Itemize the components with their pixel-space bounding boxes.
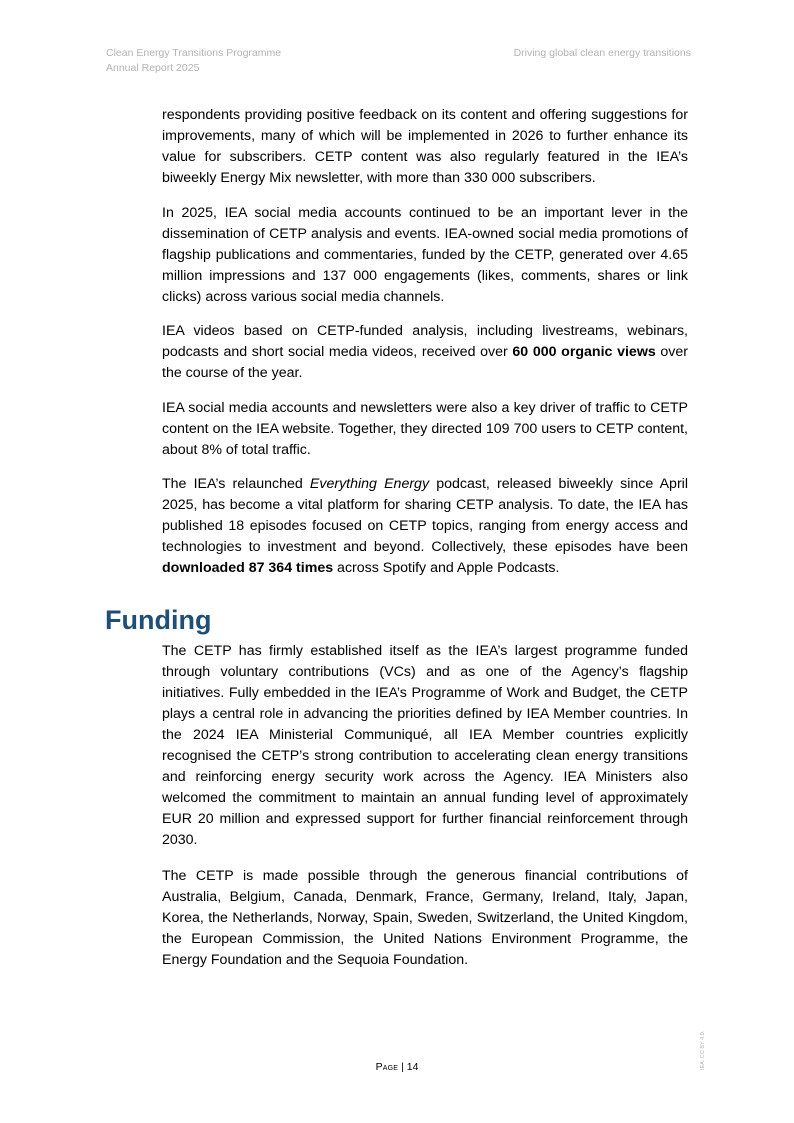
paragraph-traffic: IEA social media accounts and newsletters were also a key driver of traffic to CETP content on the IEA website. Together, they directed 109 700 users to CETP content, about 8% of total traffic. xyxy=(162,400,688,458)
page-label: Page xyxy=(375,1061,399,1073)
podcast-downloads-highlight: downloaded 87 364 times xyxy=(162,560,334,576)
license-notice: IEA. CC BY 4.0. xyxy=(700,1030,706,1070)
podcast-text-start: The IEA’s relaunched xyxy=(162,476,310,492)
podcast-text-end: across Spotify and Apple Podcasts. xyxy=(333,560,560,576)
section-heading-funding: Funding xyxy=(105,605,212,635)
paragraph-funding-contributors: The CETP is made possible through the generous financial contributions of Australia, Belgium, Canada, Denmark, France, Germany, Ireland, Italy, Japan, Korea, the Netherlands, Norway, Spain, Sweden, Switzerland, the United Kingdom, the European Commission, the United Nations Environment Programme, the Energy Foundation and the Sequoia Foundation. xyxy=(162,868,688,968)
running-header-right: Driving global clean energy transitions xyxy=(513,47,691,59)
header-report-title: Annual Report 2025 xyxy=(106,62,200,74)
videos-views-highlight: 60 000 organic views xyxy=(512,344,656,360)
page-number: 14 xyxy=(406,1061,419,1073)
paragraph-podcast xyxy=(162,474,688,579)
paragraph-videos xyxy=(162,321,688,384)
paragraph-newsletter: respondents providing positive feedback on its content and offering suggestions for improvements, many of which will be implemented in 2026 to further enhance its value for subscribers. CETP content was also regularly featured in the IEA’s biweekly Energy Mix newsletter, with more than 330 000 subscribers. xyxy=(162,107,688,186)
paragraph-social-media: In 2025, IEA social media accounts continued to be an important lever in the dissemination of CETP analysis and events. IEA-owned social media promotions of flagship publications and commentaries, funded by the CETP, generated over 4.65 million impressions and 137 000 engagements (likes, comments, shares or link clicks) across various social media channels. xyxy=(162,205,688,305)
page-footer xyxy=(0,1061,794,1073)
podcast-text-middle: podcast, released biweekly since April 2025, has become a vital platform for sharing CETP analysis. To date, the IEA has published 18 episodes focused on CETP topics, ranging from energy access and technologies to investment and beyond. Collectively, these episodes have been xyxy=(162,476,688,555)
header-programme-title: Clean Energy Transitions Programme xyxy=(106,47,282,59)
videos-text-start: IEA videos based on CETP-funded analysis, including livestreams, webinars, podcasts and short social media videos, received over xyxy=(162,323,688,360)
page-separator: | xyxy=(398,1061,407,1073)
videos-text-end: over the course of the year. xyxy=(162,344,689,381)
paragraph-funding-overview: The CETP has firmly established itself as the IEA’s largest programme funded through voluntary contributions (VCs) and as one of the Agency’s flagship initiatives. Fully embedded in the IEA’s Programme of Work and Budget, the CETP plays a central role in advancing the priorities defined by IEA Member countries. In the 2024 IEA Ministerial Communiqué, all IEA Member countries explicitly recognised the CETP’s strong contribution to accelerating clean energy transitions and reinforcing energy security work across the Agency. IEA Ministers also welcomed the commitment to maintain an annual funding level of approximately EUR 20 million and expressed support for further financial reinforcement through 2030. xyxy=(162,643,688,848)
running-header-left xyxy=(106,46,281,76)
podcast-title: Everything Energy xyxy=(309,476,430,492)
